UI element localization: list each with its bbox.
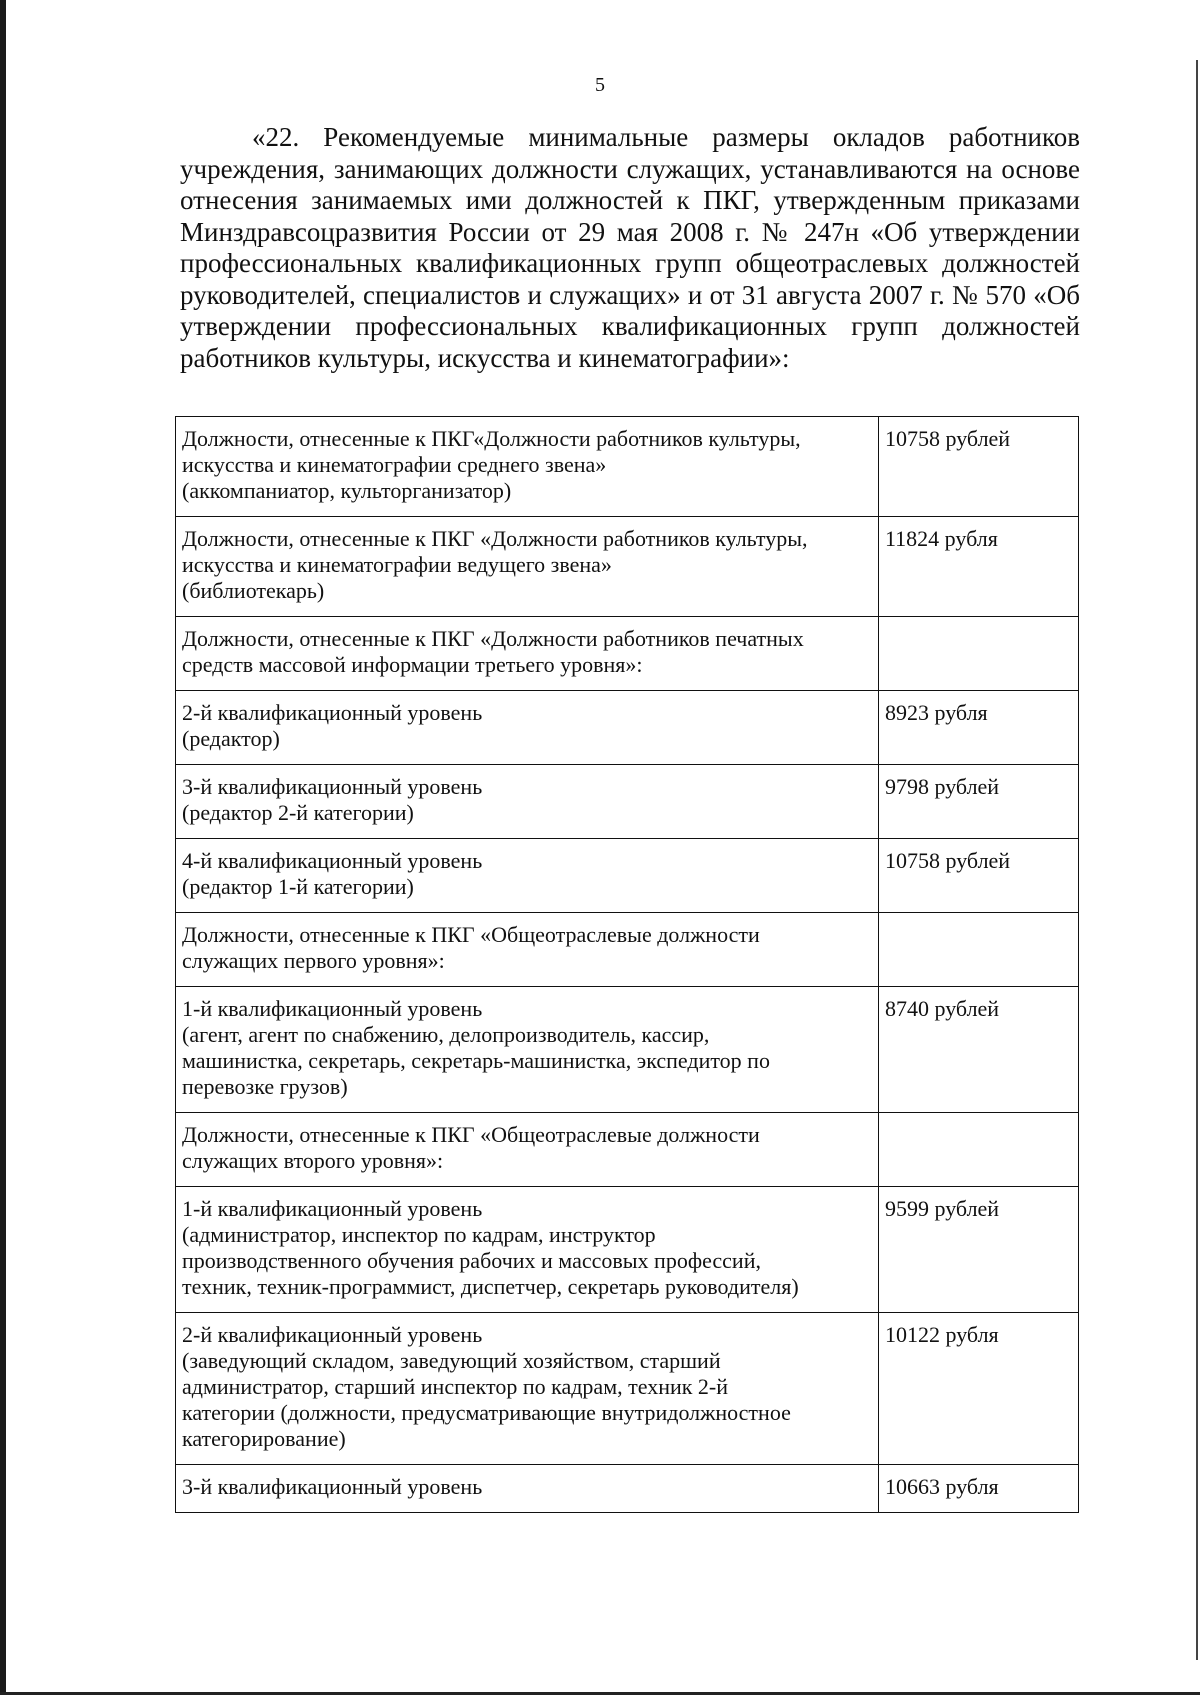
position-description-line: (заведующий складом, заведующий хозяйством, старший (182, 1348, 721, 1373)
position-description-line: 4-й квалификационный уровень (182, 848, 483, 873)
position-description-line: Должности, отнесенные к ПКГ «Общеотраслевые должности (182, 1122, 760, 1147)
table-row (176, 1313, 1079, 1465)
position-description-line: категорирование) (182, 1426, 346, 1451)
position-description-line: Должности, отнесенные к ПКГ «Общеотраслевые должности (182, 922, 760, 947)
position-description-line: служащих первого уровня»: (182, 948, 445, 973)
position-description-cell (176, 839, 879, 913)
salary-amount-cell: 10663 рубля (879, 1465, 1079, 1513)
salary-amount-cell (879, 913, 1079, 987)
position-description-cell (176, 913, 879, 987)
position-description-line: искусства и кинематографии среднего звена» (182, 452, 607, 477)
position-description-line: 2-й квалификационный уровень (182, 1322, 483, 1347)
position-description-cell (176, 765, 879, 839)
intro-text: «22. Рекомендуемые минимальные размеры окладов работников учреждения, занимающих должности служащих, устанавливаются на основе отнесения занимаемых ими должностей к ПКГ, утвержденным приказами Минздравсоцразвития России от 29 мая 2008 г. № 247н «Об утверждении профессиональных квалификационных групп общеотраслевых должностей руководителей, специалистов и служащих» и от 31 августа 2007 г. № 570 «Об утверждении профессиональных квалификационных групп должностей работников культуры, искусства и кинематографии»: (180, 122, 1080, 373)
position-description-cell (176, 1313, 879, 1465)
salary-amount-cell: 9798 рублей (879, 765, 1079, 839)
position-description-line: 3-й квалификационный уровень (182, 1474, 483, 1499)
position-description-line: перевозке грузов) (182, 1074, 348, 1099)
position-description-line: производственного обучения рабочих и массовых профессий, (182, 1248, 761, 1273)
position-description-line: (редактор 2-й категории) (182, 800, 414, 825)
position-description-line: 1-й квалификационный уровень (182, 1196, 483, 1221)
position-description-cell (176, 1187, 879, 1313)
position-description-cell (176, 517, 879, 617)
page-number: 5 (595, 74, 605, 96)
position-description-line: администратор, старший инспектор по кадрам, техник 2-й (182, 1374, 729, 1399)
position-description-line: категории (должности, предусматривающие внутридолжностное (182, 1400, 791, 1425)
table-row (176, 839, 1079, 913)
salary-amount-cell: 10758 рублей (879, 839, 1079, 913)
scan-edge-left (0, 0, 6, 1695)
position-description-line: искусства и кинематографии ведущего звена» (182, 552, 612, 577)
position-description-line: Должности, отнесенные к ПКГ «Должности работников печатных (182, 626, 804, 651)
position-description-line: Должности, отнесенные к ПКГ«Должности работников культуры, (182, 426, 801, 451)
position-description-line: (аккомпаниатор, культорганизатор) (182, 478, 512, 503)
salary-amount-cell: 11824 рубля (879, 517, 1079, 617)
salary-amount-cell: 10122 рубля (879, 1313, 1079, 1465)
position-description-line: (редактор) (182, 726, 280, 751)
position-description-cell (176, 1113, 879, 1187)
table-row (176, 1113, 1079, 1187)
position-description-line: (библиотекарь) (182, 578, 325, 603)
position-description-cell (176, 987, 879, 1113)
salary-amount-cell: 8923 рубля (879, 691, 1079, 765)
salary-amount-cell (879, 1113, 1079, 1187)
position-description-line: служащих второго уровня»: (182, 1148, 444, 1173)
intro-paragraph (180, 122, 1080, 374)
scan-edge-right (1196, 60, 1198, 1660)
position-description-line: 2-й квалификационный уровень (182, 700, 483, 725)
position-description-line: техник, техник-программист, диспетчер, секретарь руководителя) (182, 1274, 799, 1299)
table-row (176, 691, 1079, 765)
salary-table-body (176, 417, 1079, 1513)
position-description-cell (176, 691, 879, 765)
position-description-line: машинистка, секретарь, секретарь-машинистка, экспедитор по (182, 1048, 770, 1073)
salary-amount-cell (879, 617, 1079, 691)
position-description-line: 1-й квалификационный уровень (182, 996, 483, 1021)
salary-table (175, 416, 1079, 1513)
position-description-cell (176, 1465, 879, 1513)
salary-amount-cell: 10758 рублей (879, 417, 1079, 517)
table-row (176, 913, 1079, 987)
table-row (176, 1187, 1079, 1313)
table-row (176, 1465, 1079, 1513)
position-description-line: (агент, агент по снабжению, делопроизводитель, кассир, (182, 1022, 710, 1047)
position-description-line: Должности, отнесенные к ПКГ «Должности работников культуры, (182, 526, 808, 551)
position-description-line: средств массовой информации третьего уровня»: (182, 652, 643, 677)
table-row (176, 517, 1079, 617)
position-description-line: (администратор, инспектор по кадрам, инструктор (182, 1222, 656, 1247)
table-row (176, 417, 1079, 517)
position-description-cell (176, 417, 879, 517)
position-description-cell (176, 617, 879, 691)
position-description-line: (редактор 1-й категории) (182, 874, 414, 899)
table-row (176, 765, 1079, 839)
table-row (176, 617, 1079, 691)
position-description-line: 3-й квалификационный уровень (182, 774, 483, 799)
table-row (176, 987, 1079, 1113)
salary-amount-cell: 9599 рублей (879, 1187, 1079, 1313)
salary-amount-cell: 8740 рублей (879, 987, 1079, 1113)
